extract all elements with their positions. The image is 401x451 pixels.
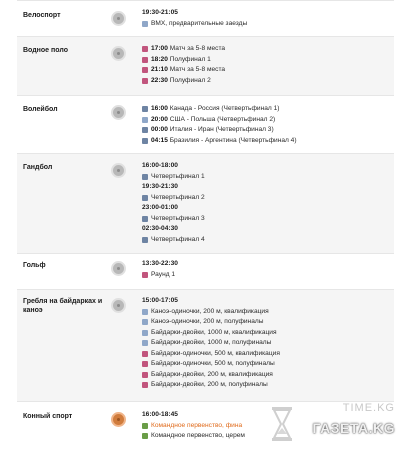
tv-icon [142, 330, 148, 336]
live-icon [142, 127, 148, 133]
silver-medal-icon [111, 11, 126, 26]
sport-row-volleyball [17, 95, 394, 154]
event-item[interactable] [142, 193, 392, 204]
live-icon [142, 195, 148, 201]
event-text: Командное первенство, церем [151, 432, 245, 439]
event-item[interactable] [142, 421, 312, 432]
event-item[interactable] [142, 307, 392, 318]
event-text: Матч за 5-8 места [169, 66, 226, 73]
event-text: Четвертьфинал 3 [151, 214, 205, 222]
event-text: Байдарки-двойки, 1000 м, квалификация [151, 328, 277, 336]
event-list [142, 8, 392, 29]
event-time: 17:00 [151, 45, 168, 52]
hd-icon [142, 433, 148, 439]
event-text: Байдарки-одиночки, 500 м, квалификация [151, 349, 280, 357]
sport-name: Велоспорт [23, 12, 61, 19]
live-icon [142, 237, 148, 243]
event-time: 21:10 [151, 66, 168, 73]
event-time: 20:00 [151, 115, 168, 123]
sport-row-cycling [17, 0, 394, 37]
time-range: 16:00-18:00 [142, 162, 178, 169]
bronze-medal-icon [111, 412, 126, 427]
silver-medal-icon [111, 105, 126, 120]
event-text: Полуфинал 2 [169, 76, 211, 84]
event-item[interactable] [142, 55, 392, 66]
event-text: Байдарки-одиночки, 500 м, полуфиналы [151, 360, 275, 367]
time-range: 13:30-22:30 [142, 260, 178, 267]
event-item[interactable] [142, 214, 392, 225]
live-icon [142, 216, 148, 222]
event-item[interactable] [142, 235, 392, 246]
event-time: 22:30 [151, 76, 168, 84]
event-text: Каноэ-одиночки, 200 м, квалификация [151, 307, 269, 315]
watermark-top: TIME.KG [342, 402, 395, 414]
tv-icon [142, 309, 148, 315]
tv-icon [142, 46, 148, 52]
event-list [142, 44, 392, 86]
event-list [142, 296, 392, 391]
event-time: 18:20 [151, 55, 168, 63]
event-item[interactable] [142, 270, 392, 281]
event-list [142, 259, 392, 280]
event-item[interactable] [142, 359, 392, 370]
sport-row-golf [17, 253, 394, 290]
event-text: Каноэ-одиночки, 200 м, полуфиналы [151, 318, 264, 325]
event-text: Раунд 1 [151, 270, 176, 278]
live-icon [142, 174, 148, 180]
sport-row-equestrian [17, 401, 394, 451]
sport-name: Волейбол [23, 106, 58, 113]
tv-icon [142, 372, 148, 378]
silver-medal-icon [111, 46, 126, 61]
tv-icon [142, 361, 148, 367]
tv-icon [142, 67, 148, 73]
time-range: 23:00-01:00 [142, 204, 178, 211]
tv-icon [142, 340, 148, 346]
event-item[interactable] [142, 370, 392, 381]
event-text: Матч за 5-8 места [169, 45, 226, 52]
event-text: Байдарки-двойки, 200 м, квалификация [151, 370, 273, 378]
sport-row-handball [17, 153, 394, 254]
silver-medal-icon [111, 298, 126, 313]
event-item[interactable] [142, 44, 392, 55]
sport-row-water-polo [17, 36, 394, 96]
silver-medal-icon [111, 163, 126, 178]
event-list [142, 104, 392, 146]
watermark-main: ГАЗЕТА.KG [312, 420, 395, 436]
event-item[interactable] [142, 328, 392, 339]
sport-name: Гребля на байдарках и каноэ [23, 298, 103, 314]
event-text: Четвертьфинал 4 [151, 235, 205, 243]
hd-icon [142, 423, 148, 429]
sport-name: Гандбол [23, 164, 53, 171]
event-item[interactable] [142, 380, 392, 391]
event-item[interactable] [142, 115, 392, 126]
event-text: BMX, предварительные заезды [151, 19, 248, 27]
time-range: 15:00-17:05 [142, 297, 178, 304]
event-text: Италия - Иран (Четвертьфинал 3) [169, 126, 274, 133]
event-item[interactable] [142, 19, 392, 30]
event-item[interactable] [142, 76, 392, 87]
time-range: 19:30-21:30 [142, 183, 178, 190]
event-text: США - Польша (Четвертьфинал 2) [169, 115, 276, 123]
event-item[interactable] [142, 317, 392, 328]
sport-row-canoe [17, 289, 394, 402]
tv-icon [142, 319, 148, 325]
event-item[interactable] [142, 104, 392, 115]
tv-icon [142, 272, 148, 278]
event-text: Четвертьфинал 2 [151, 193, 205, 201]
live-icon [142, 138, 148, 144]
event-item[interactable] [142, 172, 392, 183]
tv-icon [142, 382, 148, 388]
sport-name: Конный спорт [23, 413, 73, 420]
tv-icon [142, 78, 148, 84]
sport-name: Водное поло [23, 47, 68, 54]
event-text: Байдарки-двойки, 200 м, полуфиналы [151, 381, 268, 388]
event-text: Четвертьфинал 1 [151, 172, 205, 180]
event-text: Командное первенство, фина [151, 421, 243, 429]
event-text: Бразилия - Аргентина (Четвертьфинал 4) [169, 136, 297, 144]
tv-icon [142, 351, 148, 357]
event-time: 00:00 [151, 126, 168, 133]
event-list [142, 410, 312, 442]
tv-icon [142, 117, 148, 123]
event-text: Полуфинал 1 [169, 55, 211, 63]
silver-medal-icon [111, 261, 126, 276]
event-list [142, 161, 392, 245]
event-item[interactable] [142, 125, 392, 136]
tv-icon [142, 57, 148, 63]
event-item[interactable] [142, 65, 392, 76]
event-item[interactable] [142, 431, 312, 442]
time-range: 02:30-04:30 [142, 225, 178, 232]
event-time: 04:15 [151, 136, 168, 144]
event-time: 16:00 [151, 105, 168, 112]
sport-name: Гольф [23, 262, 46, 269]
event-text: Байдарки-двойки, 1000 м, полуфиналы [151, 339, 272, 346]
time-range: 19:30-21:05 [142, 9, 178, 16]
event-item[interactable] [142, 349, 392, 360]
time-range: 16:00-18:45 [142, 411, 178, 418]
event-text: Канада - Россия (Четвертьфинал 1) [169, 105, 280, 112]
event-item[interactable] [142, 338, 392, 349]
event-item[interactable] [142, 136, 392, 147]
live-icon [142, 106, 148, 112]
tv-icon [142, 21, 148, 27]
